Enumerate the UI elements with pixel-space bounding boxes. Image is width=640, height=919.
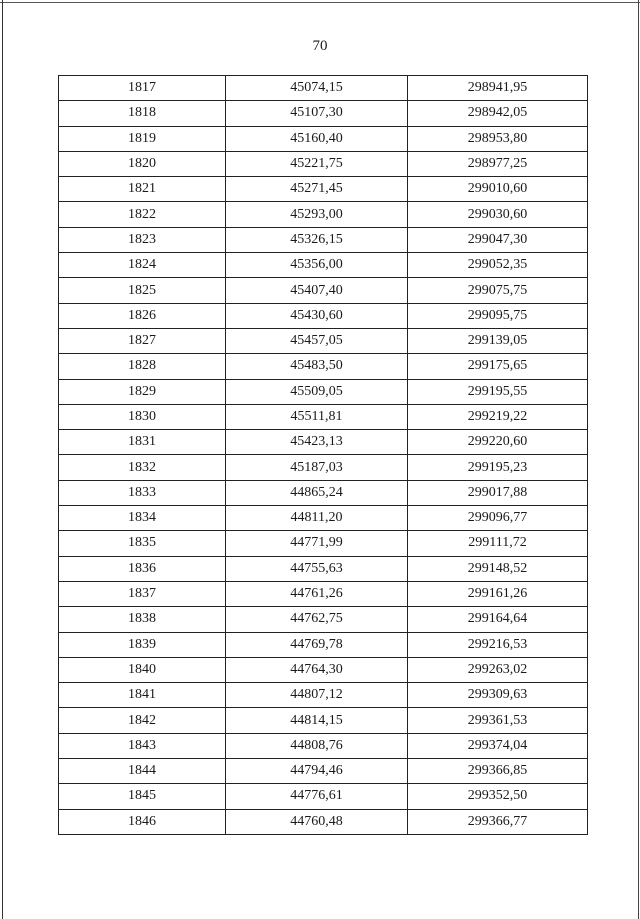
x-coordinate-cell: 45457,05 bbox=[226, 328, 408, 353]
point-number-cell: 1828 bbox=[59, 354, 226, 379]
table-row bbox=[59, 733, 588, 758]
x-coordinate-cell: 44762,75 bbox=[226, 607, 408, 632]
y-coordinate-cell: 299164,64 bbox=[408, 607, 588, 632]
x-coordinate-cell: 45511,81 bbox=[226, 404, 408, 429]
point-number-cell: 1833 bbox=[59, 480, 226, 505]
y-coordinate-cell: 298953,80 bbox=[408, 126, 588, 151]
x-coordinate-cell: 44764,30 bbox=[226, 657, 408, 682]
x-coordinate-cell: 44807,12 bbox=[226, 683, 408, 708]
x-coordinate-cell: 44776,61 bbox=[226, 784, 408, 809]
x-coordinate-cell: 44811,20 bbox=[226, 506, 408, 531]
y-coordinate-cell: 299263,02 bbox=[408, 657, 588, 682]
x-coordinate-cell: 45271,45 bbox=[226, 177, 408, 202]
x-coordinate-cell: 44794,46 bbox=[226, 759, 408, 784]
table-row bbox=[59, 354, 588, 379]
y-coordinate-cell: 299175,65 bbox=[408, 354, 588, 379]
table-row bbox=[59, 759, 588, 784]
y-coordinate-cell: 299361,53 bbox=[408, 708, 588, 733]
y-coordinate-cell: 299309,63 bbox=[408, 683, 588, 708]
point-number-cell: 1842 bbox=[59, 708, 226, 733]
point-number-cell: 1839 bbox=[59, 632, 226, 657]
y-coordinate-cell: 299052,35 bbox=[408, 253, 588, 278]
table-row bbox=[59, 379, 588, 404]
x-coordinate-cell: 45293,00 bbox=[226, 202, 408, 227]
point-number-cell: 1846 bbox=[59, 809, 226, 834]
y-coordinate-cell: 299161,26 bbox=[408, 581, 588, 606]
point-number-cell: 1829 bbox=[59, 379, 226, 404]
y-coordinate-cell: 298941,95 bbox=[408, 76, 588, 101]
point-number-cell: 1825 bbox=[59, 278, 226, 303]
y-coordinate-cell: 299195,23 bbox=[408, 455, 588, 480]
y-coordinate-cell: 298942,05 bbox=[408, 101, 588, 126]
y-coordinate-cell: 299216,53 bbox=[408, 632, 588, 657]
table-row bbox=[59, 455, 588, 480]
table-row bbox=[59, 253, 588, 278]
x-coordinate-cell: 45074,15 bbox=[226, 76, 408, 101]
table-row bbox=[59, 809, 588, 834]
y-coordinate-cell: 299095,75 bbox=[408, 303, 588, 328]
y-coordinate-cell: 299030,60 bbox=[408, 202, 588, 227]
point-number-cell: 1827 bbox=[59, 328, 226, 353]
table-row bbox=[59, 303, 588, 328]
x-coordinate-cell: 44814,15 bbox=[226, 708, 408, 733]
x-coordinate-cell: 44761,26 bbox=[226, 581, 408, 606]
point-number-cell: 1823 bbox=[59, 227, 226, 252]
y-coordinate-cell: 299374,04 bbox=[408, 733, 588, 758]
table-row bbox=[59, 657, 588, 682]
x-coordinate-cell: 45221,75 bbox=[226, 151, 408, 176]
x-coordinate-cell: 45407,40 bbox=[226, 278, 408, 303]
page-edge-right bbox=[638, 0, 639, 919]
table-row bbox=[59, 227, 588, 252]
point-number-cell: 1837 bbox=[59, 581, 226, 606]
y-coordinate-cell: 299047,30 bbox=[408, 227, 588, 252]
table-row bbox=[59, 430, 588, 455]
table-row bbox=[59, 151, 588, 176]
y-coordinate-cell: 299195,55 bbox=[408, 379, 588, 404]
x-coordinate-cell: 44865,24 bbox=[226, 480, 408, 505]
table-row bbox=[59, 480, 588, 505]
table-row bbox=[59, 632, 588, 657]
point-number-cell: 1821 bbox=[59, 177, 226, 202]
table-row bbox=[59, 683, 588, 708]
point-number-cell: 1818 bbox=[59, 101, 226, 126]
point-number-cell: 1819 bbox=[59, 126, 226, 151]
coordinates-table-body bbox=[59, 76, 588, 835]
table-row bbox=[59, 531, 588, 556]
y-coordinate-cell: 299366,77 bbox=[408, 809, 588, 834]
page-edge-top bbox=[0, 2, 640, 3]
table-row bbox=[59, 126, 588, 151]
y-coordinate-cell: 299352,50 bbox=[408, 784, 588, 809]
point-number-cell: 1820 bbox=[59, 151, 226, 176]
point-number-cell: 1835 bbox=[59, 531, 226, 556]
point-number-cell: 1834 bbox=[59, 506, 226, 531]
point-number-cell: 1817 bbox=[59, 76, 226, 101]
point-number-cell: 1843 bbox=[59, 733, 226, 758]
x-coordinate-cell: 44755,63 bbox=[226, 556, 408, 581]
y-coordinate-cell: 299220,60 bbox=[408, 430, 588, 455]
point-number-cell: 1841 bbox=[59, 683, 226, 708]
table-row bbox=[59, 607, 588, 632]
table-row bbox=[59, 556, 588, 581]
y-coordinate-cell: 299366,85 bbox=[408, 759, 588, 784]
table-row bbox=[59, 404, 588, 429]
table-row bbox=[59, 101, 588, 126]
table-row bbox=[59, 506, 588, 531]
x-coordinate-cell: 45356,00 bbox=[226, 253, 408, 278]
table-row bbox=[59, 76, 588, 101]
y-coordinate-cell: 299148,52 bbox=[408, 556, 588, 581]
point-number-cell: 1831 bbox=[59, 430, 226, 455]
y-coordinate-cell: 299096,77 bbox=[408, 506, 588, 531]
y-coordinate-cell: 298977,25 bbox=[408, 151, 588, 176]
point-number-cell: 1836 bbox=[59, 556, 226, 581]
x-coordinate-cell: 44769,78 bbox=[226, 632, 408, 657]
table-row bbox=[59, 784, 588, 809]
x-coordinate-cell: 44760,48 bbox=[226, 809, 408, 834]
x-coordinate-cell: 45430,60 bbox=[226, 303, 408, 328]
y-coordinate-cell: 299219,22 bbox=[408, 404, 588, 429]
point-number-cell: 1826 bbox=[59, 303, 226, 328]
y-coordinate-cell: 299075,75 bbox=[408, 278, 588, 303]
x-coordinate-cell: 45107,30 bbox=[226, 101, 408, 126]
y-coordinate-cell: 299017,88 bbox=[408, 480, 588, 505]
y-coordinate-cell: 299010,60 bbox=[408, 177, 588, 202]
x-coordinate-cell: 45326,15 bbox=[226, 227, 408, 252]
x-coordinate-cell: 45483,50 bbox=[226, 354, 408, 379]
point-number-cell: 1832 bbox=[59, 455, 226, 480]
table-row bbox=[59, 278, 588, 303]
x-coordinate-cell: 45160,40 bbox=[226, 126, 408, 151]
point-number-cell: 1844 bbox=[59, 759, 226, 784]
point-number-cell: 1830 bbox=[59, 404, 226, 429]
point-number-cell: 1845 bbox=[59, 784, 226, 809]
table-row bbox=[59, 581, 588, 606]
x-coordinate-cell: 44771,99 bbox=[226, 531, 408, 556]
coordinates-table bbox=[58, 75, 588, 835]
table-row bbox=[59, 177, 588, 202]
point-number-cell: 1822 bbox=[59, 202, 226, 227]
point-number-cell: 1838 bbox=[59, 607, 226, 632]
y-coordinate-cell: 299111,72 bbox=[408, 531, 588, 556]
point-number-cell: 1824 bbox=[59, 253, 226, 278]
page-number: 70 bbox=[312, 38, 328, 54]
y-coordinate-cell: 299139,05 bbox=[408, 328, 588, 353]
x-coordinate-cell: 44808,76 bbox=[226, 733, 408, 758]
page-edge-left bbox=[2, 0, 3, 919]
x-coordinate-cell: 45187,03 bbox=[226, 455, 408, 480]
point-number-cell: 1840 bbox=[59, 657, 226, 682]
table-row bbox=[59, 328, 588, 353]
x-coordinate-cell: 45423,13 bbox=[226, 430, 408, 455]
table-row bbox=[59, 708, 588, 733]
table-row bbox=[59, 202, 588, 227]
x-coordinate-cell: 45509,05 bbox=[226, 379, 408, 404]
